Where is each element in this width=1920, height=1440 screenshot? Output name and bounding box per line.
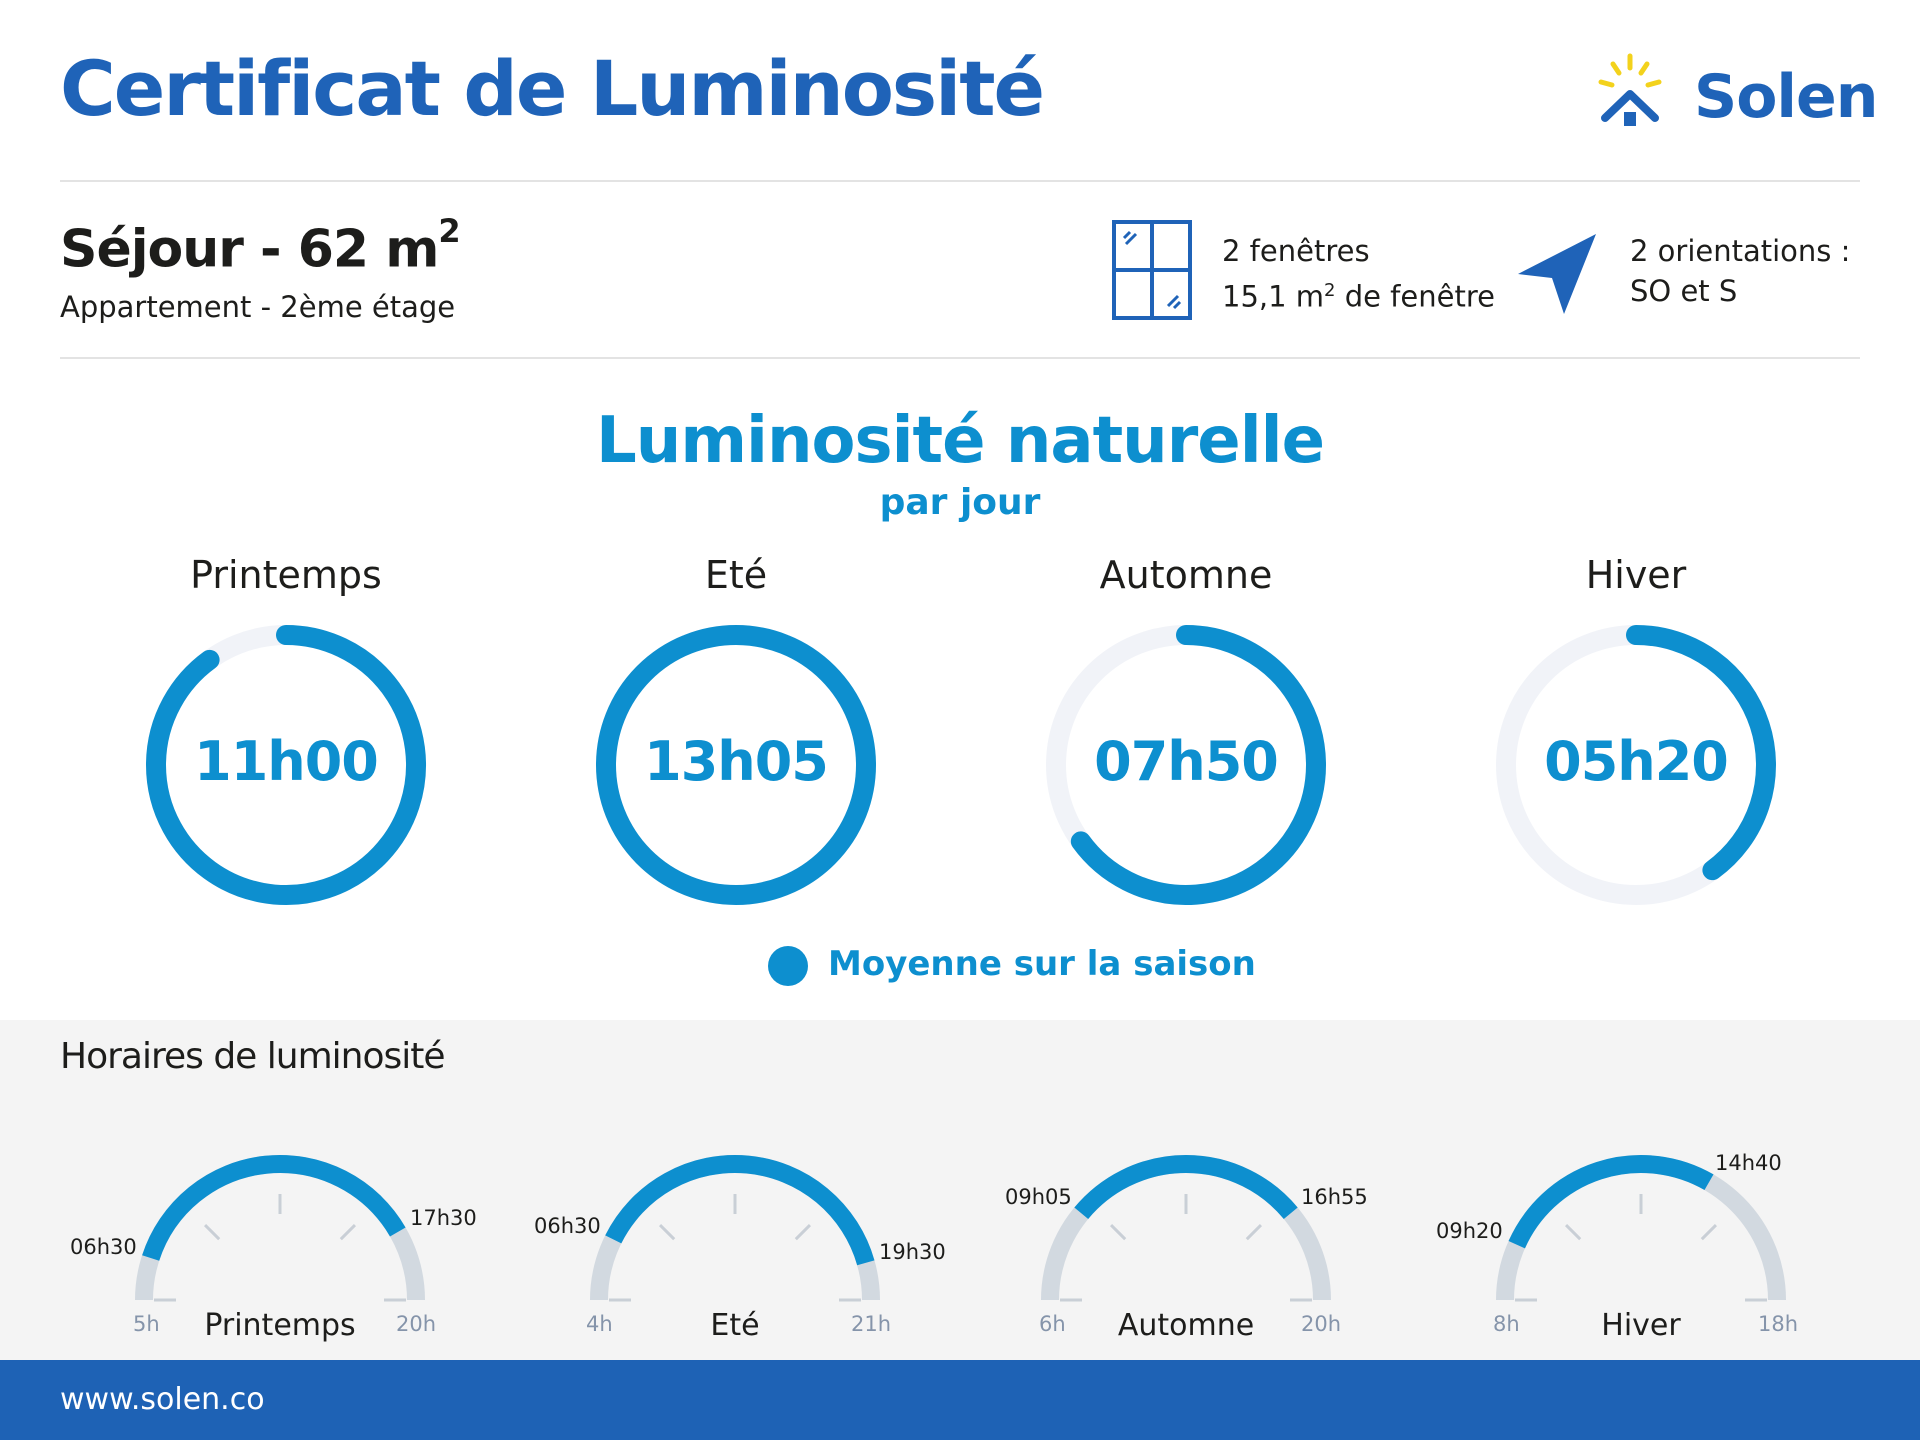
legend-label: Moyenne sur la saison bbox=[828, 944, 1256, 984]
scale-max-printemps: 20h bbox=[396, 1312, 437, 1336]
scale-min-hiver: 8h bbox=[1493, 1312, 1520, 1336]
ring-value-ete: 13h05 bbox=[644, 730, 828, 793]
start-time-ete: 06h30 bbox=[534, 1214, 601, 1238]
scale-max-ete: 21h bbox=[851, 1312, 892, 1336]
windows-count: 2 fenêtres bbox=[1222, 234, 1370, 268]
end-time-ete: 19h30 bbox=[879, 1240, 946, 1264]
end-time-automne: 16h55 bbox=[1301, 1185, 1368, 1209]
scale-max-automne: 20h bbox=[1301, 1312, 1342, 1336]
scale-min-ete: 4h bbox=[586, 1312, 613, 1336]
gauge-label-printemps: Printemps bbox=[204, 1308, 356, 1343]
hours-title: Horaires de luminosité bbox=[60, 1036, 445, 1077]
gauge-tick bbox=[796, 1225, 810, 1239]
orientation-value: SO et S bbox=[1630, 274, 1738, 308]
orientation-label: 2 orientations : bbox=[1630, 234, 1851, 268]
scale-min-automne: 6h bbox=[1039, 1312, 1066, 1336]
gauge-tick bbox=[1566, 1225, 1580, 1239]
gauge-tick bbox=[1702, 1225, 1716, 1239]
page-title: Certificat de Luminosité bbox=[60, 44, 1044, 133]
footer-url-link[interactable]: www.solen.co bbox=[60, 1382, 265, 1417]
room-title: Séjour - 62 $m^2$ bbox=[60, 212, 460, 280]
gauge-label-ete: Eté bbox=[710, 1308, 760, 1343]
gauge-label-automne: Automne bbox=[1117, 1308, 1255, 1343]
compass-arrow-icon bbox=[1512, 228, 1602, 318]
scale-min-printemps: 5h bbox=[133, 1312, 160, 1336]
windows-info bbox=[1222, 231, 1495, 317]
divider-bottom bbox=[60, 357, 1860, 359]
ring-value-printemps: 11h00 bbox=[194, 730, 378, 793]
ring-value-hiver: 05h20 bbox=[1544, 730, 1728, 793]
gauge-track bbox=[144, 1164, 416, 1300]
ring-value-automne: 07h50 bbox=[1094, 730, 1278, 793]
season-label-printemps: Printemps bbox=[190, 553, 382, 597]
daylight-subtitle: par jour bbox=[879, 482, 1041, 523]
windows-area: 15,1 $m^2$ de fenêtre bbox=[1222, 279, 1495, 314]
gauge-tick bbox=[660, 1225, 674, 1239]
gauge-daylight-arc bbox=[151, 1164, 398, 1258]
window-icon bbox=[1112, 220, 1192, 320]
gauge-tick bbox=[205, 1225, 219, 1239]
daylight-title: Luminosité naturelle bbox=[596, 404, 1324, 478]
gauge-tick bbox=[341, 1225, 355, 1239]
season-label-ete: Eté bbox=[704, 553, 768, 597]
gauge-label-hiver: Hiver bbox=[1601, 1308, 1681, 1343]
season-label-automne: Automne bbox=[1099, 553, 1273, 597]
scale-max-hiver: 18h bbox=[1758, 1312, 1799, 1336]
start-time-hiver: 09h20 bbox=[1436, 1219, 1503, 1243]
gauge-daylight-arc bbox=[1517, 1164, 1709, 1245]
end-time-printemps: 17h30 bbox=[410, 1206, 477, 1230]
gauge-track bbox=[1505, 1164, 1777, 1300]
footer-bar bbox=[0, 1360, 1920, 1440]
brand-name: Solen bbox=[1694, 62, 1878, 132]
gauge-track bbox=[599, 1164, 871, 1300]
season-label-hiver: Hiver bbox=[1585, 553, 1687, 597]
gauge-tick bbox=[1111, 1225, 1125, 1239]
room-subtitle: Appartement - 2ème étage bbox=[60, 290, 456, 324]
orientation-info bbox=[1630, 231, 1850, 311]
gauge-track bbox=[1050, 1164, 1322, 1300]
gauge-tick bbox=[1247, 1225, 1261, 1239]
end-time-hiver: 14h40 bbox=[1715, 1151, 1782, 1175]
start-time-automne: 09h05 bbox=[1005, 1185, 1072, 1209]
legend-dot bbox=[768, 946, 808, 986]
start-time-printemps: 06h30 bbox=[70, 1235, 137, 1259]
divider-top bbox=[60, 180, 1860, 182]
